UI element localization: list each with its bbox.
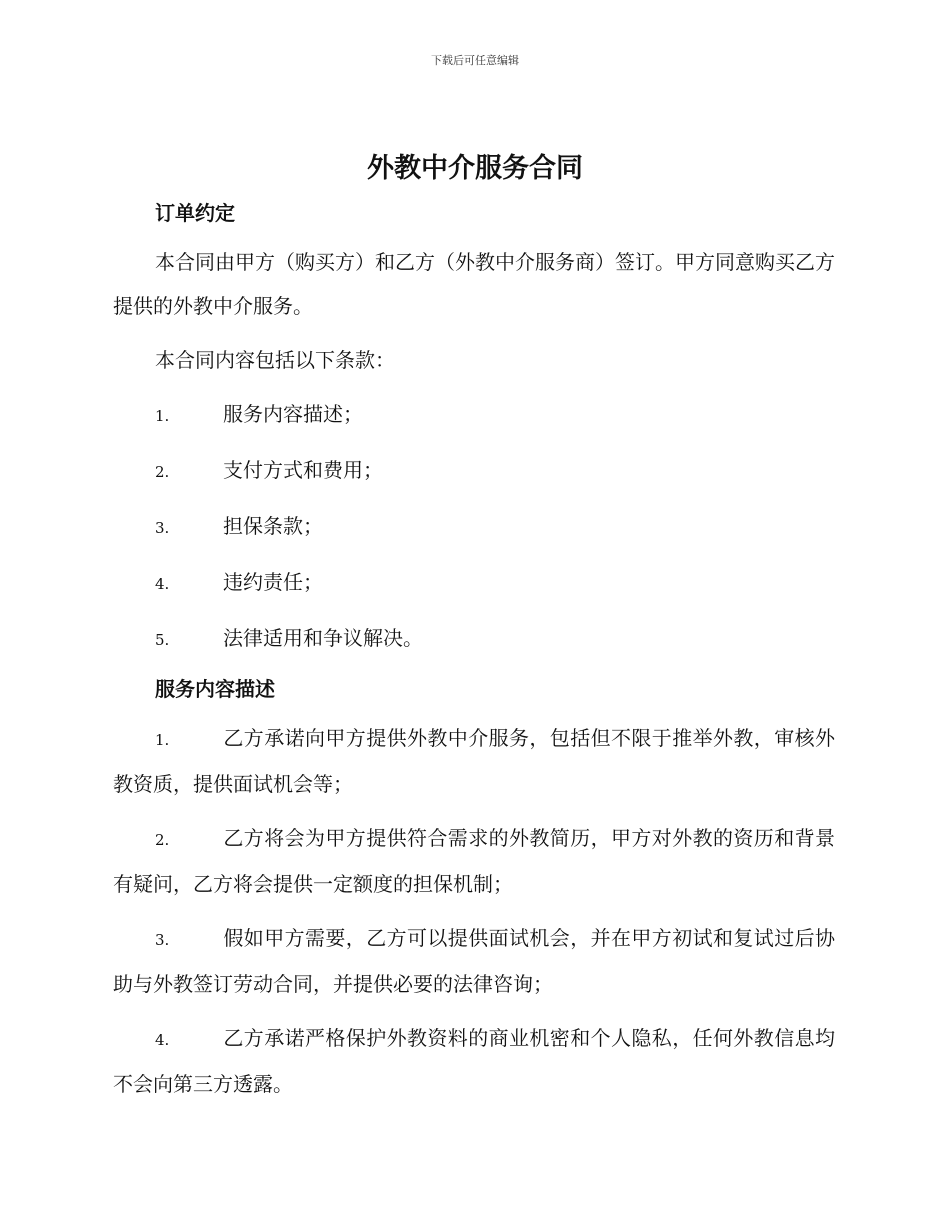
list-item-number: 4. [155, 575, 170, 593]
list-item-text: 违约责任； [223, 570, 323, 594]
list-item-number: 2. [155, 463, 170, 481]
document-title: 外教中介服务合同 [367, 153, 583, 184]
list-item-text: 担保条款； [223, 514, 323, 538]
list-item-number: 1. [155, 407, 170, 425]
list-item [113, 916, 835, 1006]
list-item-text: 乙方将会为甲方提供符合需求的外教简历，甲方对外教的资历和背景有疑问，乙方将会提供一定额度的担保机制； [113, 826, 835, 896]
paragraph-intro: 本合同由甲方（购买方）和乙方（外教中介服务商）签订。甲方同意购买乙方提供的外教中介服务。 [113, 250, 835, 318]
list-item [113, 1016, 835, 1106]
list-item [113, 560, 835, 606]
document-body [113, 196, 835, 1106]
list-item-number: 3. [155, 931, 170, 949]
section-heading-service-description: 服务内容描述 [155, 677, 275, 701]
list-item-number: 1. [155, 731, 170, 749]
list-item-number: 4. [155, 1031, 170, 1049]
list-item-text: 支付方式和费用； [223, 458, 383, 482]
list-item-text: 乙方承诺向甲方提供外教中介服务，包括但不限于推举外教，审核外教资质，提供面试机会等； [113, 726, 835, 796]
list-item [113, 448, 835, 494]
list-item [113, 392, 835, 438]
section-heading-order-agreement: 订单约定 [155, 201, 235, 225]
list-item [113, 616, 835, 662]
list-item [113, 816, 835, 906]
list-item-text: 法律适用和争议解决。 [223, 626, 423, 650]
list-item-number: 5. [155, 631, 170, 649]
list-item-number: 3. [155, 519, 170, 537]
list-item [113, 716, 835, 806]
list-item [113, 504, 835, 550]
paragraph-clauses-intro: 本合同内容包括以下条款： [155, 348, 395, 372]
page-header-note: 下载后可任意编辑 [431, 54, 519, 67]
list-item-text: 服务内容描述； [223, 402, 363, 426]
list-item-text: 乙方承诺严格保护外教资料的商业机密和个人隐私，任何外教信息均不会向第三方透露。 [113, 1026, 835, 1096]
list-item-number: 2. [155, 831, 170, 849]
list-item-text: 假如甲方需要，乙方可以提供面试机会，并在甲方初试和复试过后协助与外教签订劳动合同，并提供必要的法律咨询； [113, 926, 835, 996]
